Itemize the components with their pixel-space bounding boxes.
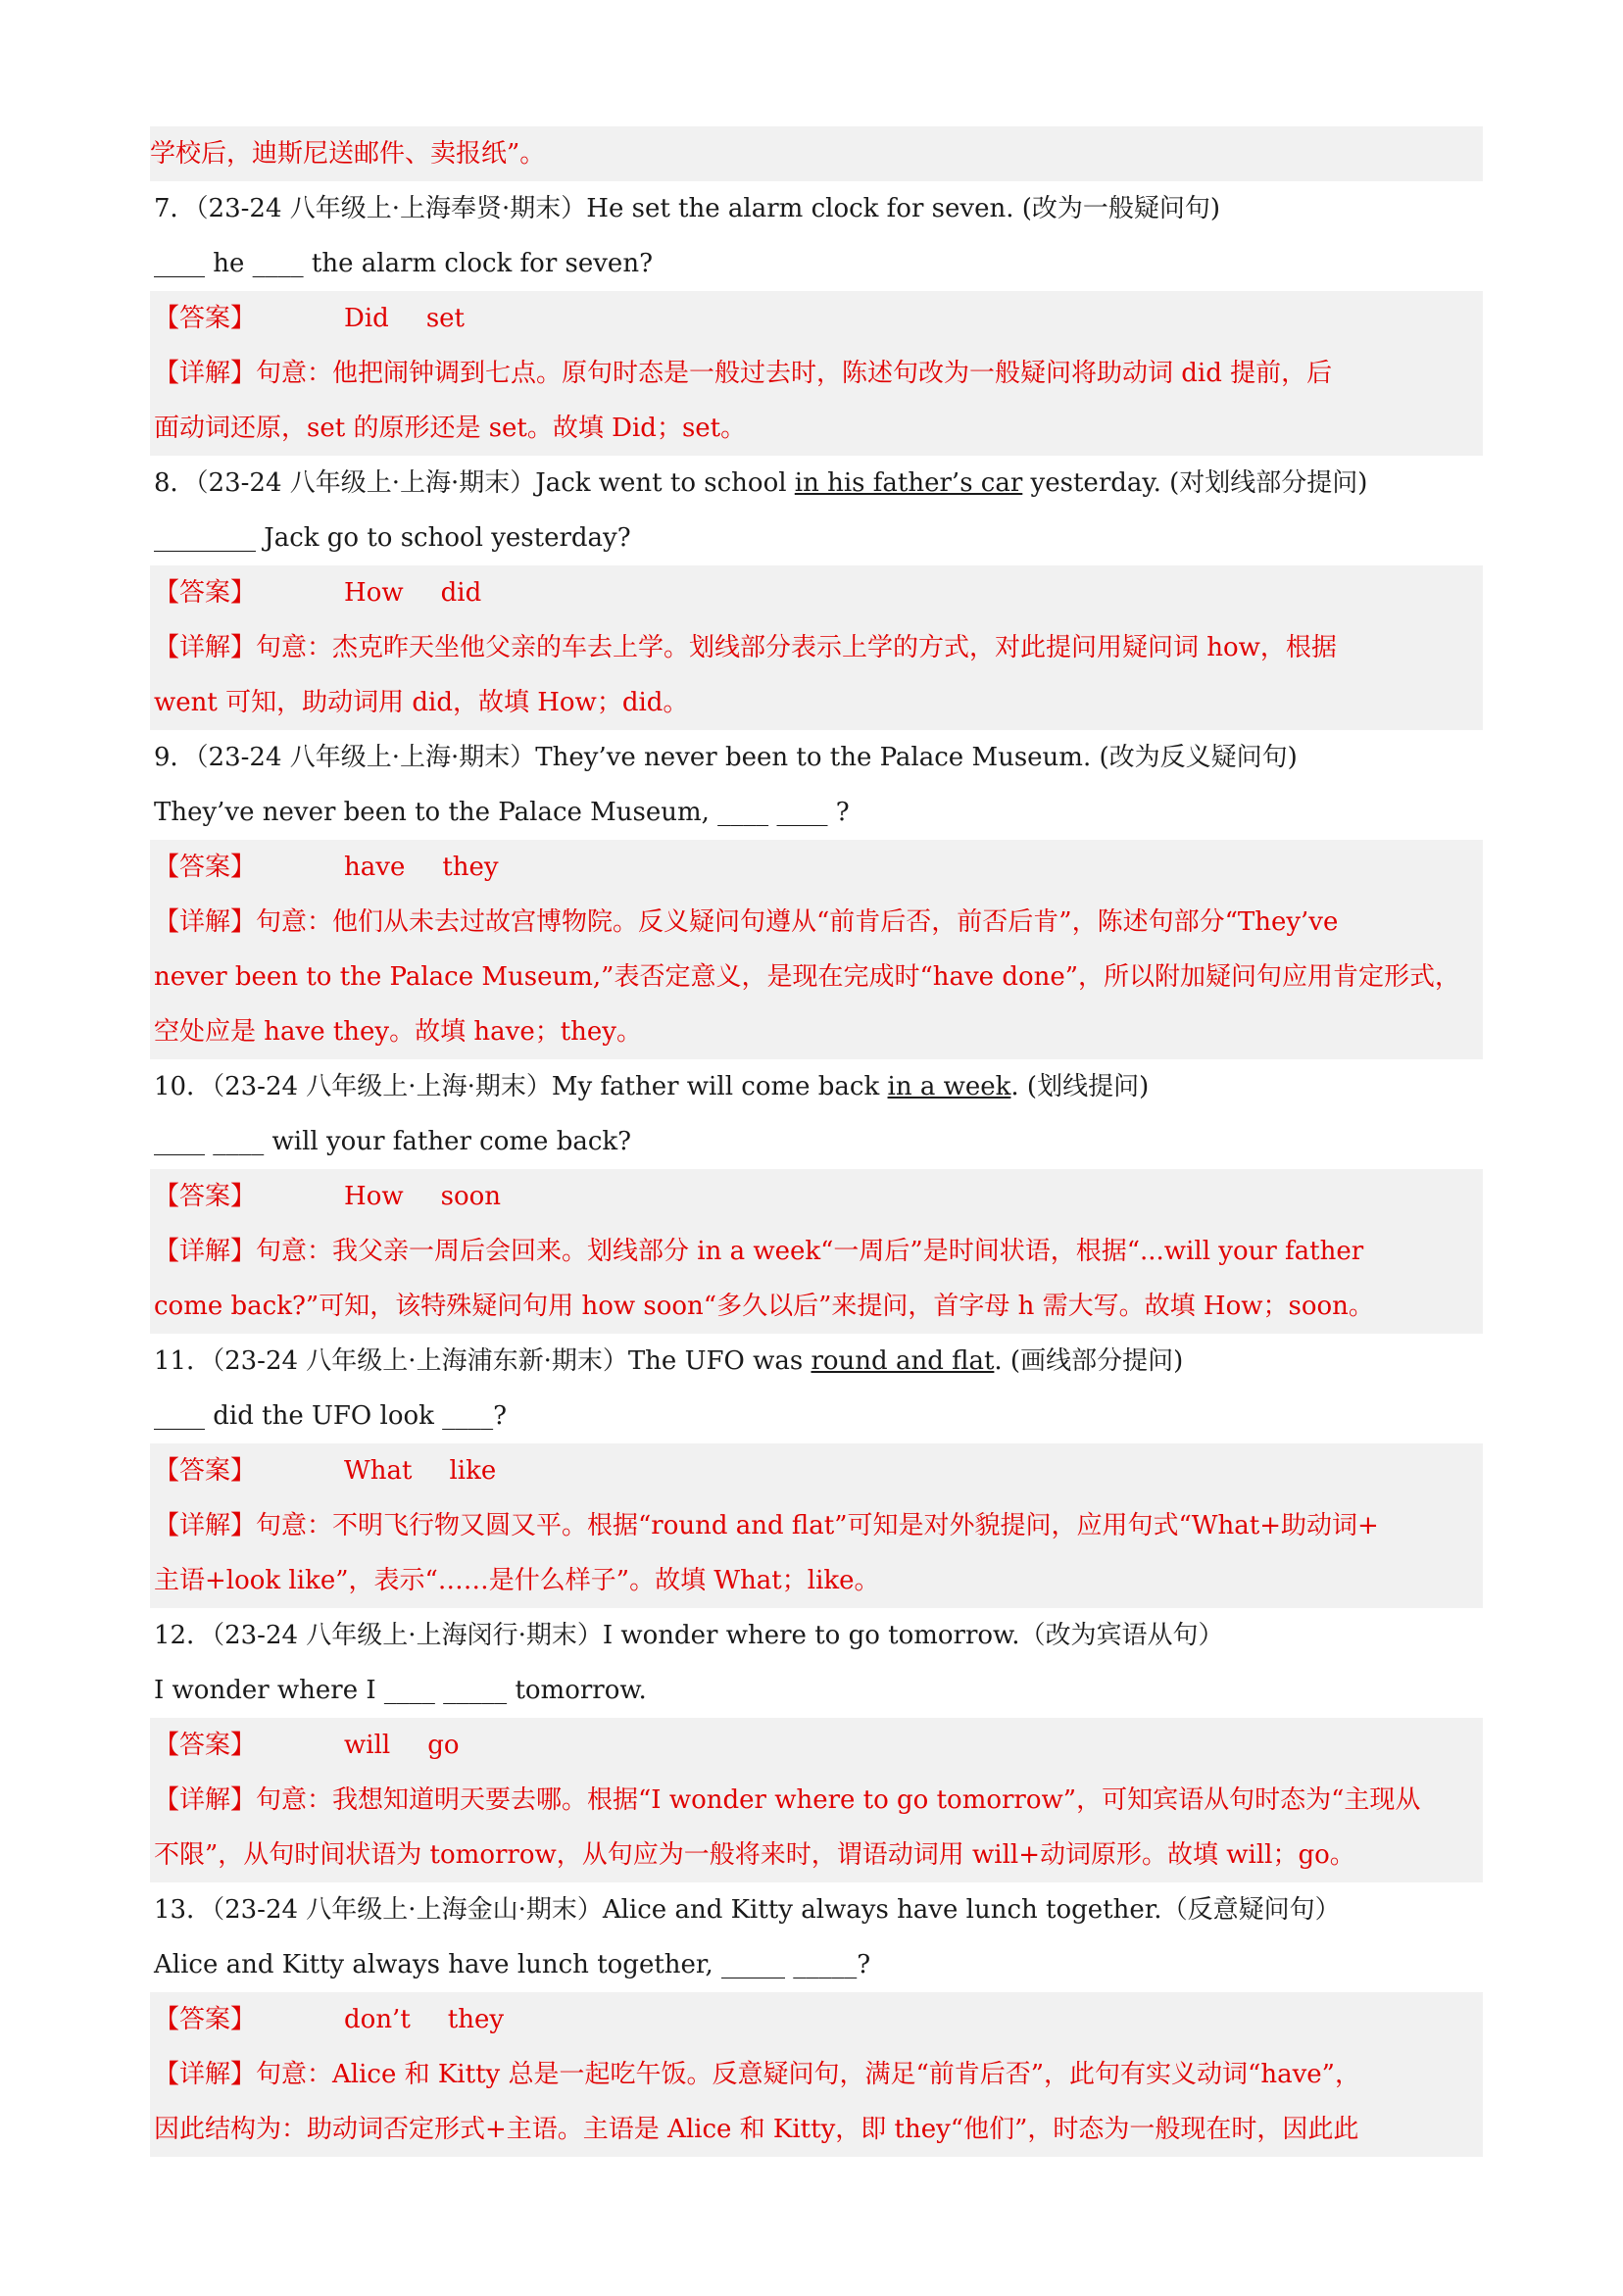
answer-word: soon	[440, 1182, 502, 1211]
answer-word: What	[344, 1456, 413, 1486]
detail-line: 【详解】句意：Alice 和 Kitty 总是一起吃午饭。反意疑问句，满足“前肯后否”，此句有实义动词“have”，	[154, 2060, 1360, 2089]
question-13	[150, 1882, 1483, 2157]
detail-line: 【详解】句意：他把闹钟调到七点。原句时态是一般过去时，陈述句改为一般疑问将助动词 did 提前，后	[154, 359, 1333, 388]
question-head: 12．（23-24 八年级上·上海闵行·期末）I wonder where to go tomorrow.（改为宾语从句）	[154, 1621, 1224, 1650]
answer-word: like	[449, 1456, 497, 1486]
detail-line: 因此结构为：助动词否定形式+主语。主语是 Alice 和 Kitty，即 they“他们”，时态为一般现在时，因此此	[154, 2115, 1359, 2144]
answer-line: 【答案】 What like	[150, 1443, 1483, 1498]
answer-word: have	[344, 853, 406, 882]
answer-line: 【答案】 Did set	[150, 291, 1483, 346]
answer-block	[150, 840, 1483, 1059]
detail-line: 空处应是 have they。故填 have；they。	[154, 1017, 642, 1047]
question-head: 10．（23-24 八年级上·上海·期末）My father will come back in a week. (划线提问)	[154, 1072, 1150, 1101]
question-11	[150, 1334, 1483, 1608]
blank-line: I wonder where I ____ _____ tomorrow.	[154, 1676, 647, 1705]
question-10	[150, 1059, 1483, 1334]
answer-line: 【答案】 How did	[150, 565, 1483, 620]
answer-word: will	[344, 1731, 391, 1760]
answer-block	[150, 565, 1483, 730]
answer-word: Did	[344, 304, 389, 333]
answer-block	[150, 1169, 1483, 1334]
answer-word: go	[427, 1731, 460, 1760]
answer-line: 【答案】 don’t they	[150, 1992, 1483, 2047]
question-9	[150, 730, 1483, 1059]
answer-block	[150, 1718, 1483, 1882]
blank-line: ____ he ____ the alarm clock for seven?	[154, 249, 654, 278]
detail-line: come back?”可知，该特殊疑问句用 how soon“多久以后”来提问，首字母 h 需大写。故填 How；soon。	[154, 1292, 1374, 1321]
answer-word: set	[425, 304, 466, 333]
question-12	[150, 1608, 1483, 1882]
answer-block	[150, 1992, 1483, 2157]
answer-word: How	[344, 578, 404, 608]
detail-line: 【详解】句意：我父亲一周后会回来。划线部分 in a week“一周后”是时间状语，根据“...will your father	[154, 1237, 1364, 1266]
underlined-phrase: in a week	[887, 1072, 1011, 1101]
question-head: 13．（23-24 八年级上·上海金山·期末）Alice and Kitty always have lunch together.（反意疑问句）	[154, 1895, 1341, 1925]
answer-word: did	[440, 578, 482, 608]
detail-line: 【详解】句意：我想知道明天要去哪。根据“I wonder where to go tomorrow”，可知宾语从句时态为“主现从	[154, 1785, 1421, 1815]
underlined-phrase: in his father’s car	[794, 468, 1023, 498]
question-8	[150, 456, 1483, 730]
detail-line: never been to the Palace Museum,”表否定意义，是现在完成时“have done”，所以附加疑问句应用肯定形式，	[154, 962, 1461, 992]
answer-line: 【答案】 How soon	[150, 1169, 1483, 1224]
answer-word: don’t	[344, 2005, 411, 2034]
detail-line: 主语+look like”，表示“……是什么样子”。故填 What；like。	[154, 1566, 880, 1595]
blank-line: They’ve never been to the Palace Museum, ____ ____ ?	[154, 798, 850, 827]
top-fragment: 学校后，迪斯尼送邮件、卖报纸”。	[150, 126, 1483, 181]
blank-line: ____ did the UFO look ____?	[154, 1401, 508, 1431]
question-head: 7．（23-24 八年级上·上海奉贤·期末）He set the alarm clock for seven. (改为一般疑问句)	[154, 194, 1221, 223]
question-head: 11．（23-24 八年级上·上海浦东新·期末）The UFO was round and flat. (画线部分提问)	[154, 1346, 1184, 1376]
question-7	[150, 181, 1483, 456]
detail-line: 不限”，从句时间状语为 tomorrow，从句应为一般将来时，谓语动词用 will+动词原形。故填 will；go。	[154, 1840, 1355, 1870]
answer-word: they	[447, 2005, 505, 2034]
answer-word: How	[344, 1182, 404, 1211]
underlined-phrase: round and flat	[811, 1346, 995, 1376]
blank-line: ____ ____ will your father come back?	[154, 1127, 632, 1156]
answer-line: 【答案】 have they	[150, 840, 1483, 895]
answer-block	[150, 1443, 1483, 1608]
answer-word: they	[442, 853, 499, 882]
blank-line: Alice and Kitty always have lunch together, _____ _____?	[154, 1950, 871, 1979]
detail-line: 【详解】句意：他们从未去过故宫博物院。反义疑问句遵从“前肯后否，前否后肯”，陈述句部分“They’ve	[154, 907, 1339, 937]
detail-line: 面动词还原，set 的原形还是 set。故填 Did；set。	[154, 414, 747, 443]
blank-line: ________ Jack go to school yesterday?	[154, 523, 631, 553]
detail-line: went 可知，助动词用 did，故填 How；did。	[154, 688, 689, 717]
answer-line: 【答案】 will go	[150, 1718, 1483, 1773]
question-head: 9．（23-24 八年级上·上海·期末）They’ve never been to the Palace Museum. (改为反义疑问句)	[154, 743, 1298, 772]
answer-block	[150, 291, 1483, 456]
content	[150, 126, 1483, 2157]
question-head: 8．（23-24 八年级上·上海·期末）Jack went to school in his father’s car yesterday. (对划线部分提问)	[154, 468, 1368, 498]
detail-line: 【详解】句意：杰克昨天坐他父亲的车去上学。划线部分表示上学的方式，对此提问用疑问词 how，根据	[154, 633, 1337, 662]
detail-line: 【详解】句意：不明飞行物又圆又平。根据“round and flat”可知是对外貌提问，应用句式“What+助动词+	[154, 1511, 1379, 1540]
